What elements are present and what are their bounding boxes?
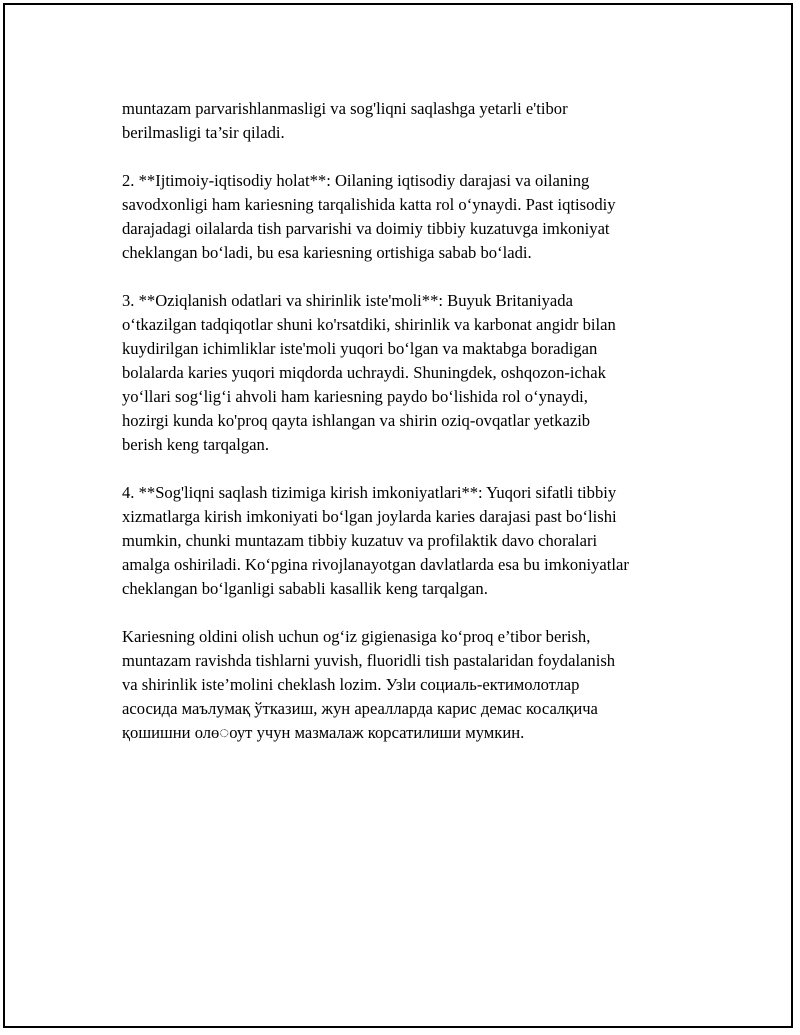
text-line: muntazam parvarishlanmasligi va sog'liqni saqlashga yetarli e'tibor [122, 99, 568, 118]
text-line: darajadagi oilalarda tish parvarishi va doimiy tibbiy kuzatuvga imkoniyat [122, 219, 610, 238]
text-line: berish keng tarqalgan. [122, 435, 269, 454]
paragraph-nutrition [122, 289, 692, 457]
text-line: 2. **Ijtimoiy-iqtisodiy holat**: Oilaning iqtisodiy darajasi va oilaning [122, 171, 590, 190]
text-line: cheklangan bo‘lganligi sababli kasallik keng tarqalgan. [122, 579, 488, 598]
text-line: 3. **Oziqlanish odatlari va shirinlik iste'moli**: Buyuk Britaniyada [122, 291, 573, 310]
text-line: 4. **Sog'liqni saqlash tizimiga kirish imkoniyatlari**: Yuqori sifatli tibbiy [122, 483, 617, 502]
text-line: va shirinlik iste’molini cheklash lozim. Узlи социаль-ектимолотлар [122, 675, 580, 694]
text-line: savodxonligi ham kariesning tarqalishida katta rol o‘ynaydi. Past iqtisodiy [122, 195, 616, 214]
text-line: cheklangan bo‘ladi, bu esa kariesning ortishiga sabab bo‘ladi. [122, 243, 532, 262]
text-line: асосида маълумақ ўтказиш, жун ареалларда карис демас косалқича [122, 699, 598, 718]
text-line: қошишни олө◌оут учун мазмалаж корсатилиши мумкин. [122, 723, 525, 742]
text-line: yo‘llari sog‘lig‘i ahvoli ham kariesning paydo bo‘lishida rol o‘ynaydi, [122, 387, 588, 406]
text-line: kuydirilgan ichimliklar iste'moli yuqori bo‘lgan va maktabga boradigan [122, 339, 598, 358]
text-line: muntazam ravishda tishlarni yuvish, fluoridli tish pastalaridan foydalanish [122, 651, 616, 670]
paragraph-1-continuation [122, 97, 692, 145]
paragraph-healthcare-access [122, 481, 692, 601]
text-line: bolalarda karies yuqori miqdorda uchraydi. Shuningdek, oshqozon-ichak [122, 363, 606, 382]
text-line: amalga oshiriladi. Ko‘pgina rivojlanayotgan davlatlarda esa bu imkoniyatlar [122, 555, 629, 574]
page-frame [3, 3, 793, 1028]
text-line: mumkin, chunki muntazam tibbiy kuzatuv va profilaktik davo choralari [122, 531, 598, 550]
text-line: hozirgi kunda ko'proq qayta ishlangan va shirin oziq-ovqatlar yetkazib [122, 411, 591, 430]
paragraph-prevention [122, 625, 692, 745]
text-line: o‘tkazilgan tadqiqotlar shuni ko'rsatdiki, shirinlik va karbonat angidr bilan [122, 315, 616, 334]
paragraph-socioeconomic [122, 169, 692, 265]
text-line: berilmasligi ta’sir qiladi. [122, 123, 285, 142]
document-body [122, 97, 692, 769]
text-line: xizmatlarga kirish imkoniyati bo‘lgan joylarda karies darajasi past bo‘lishi [122, 507, 617, 526]
text-line: Kariesning oldini olish uchun og‘iz gigienasiga ko‘proq e’tibor berish, [122, 627, 591, 646]
